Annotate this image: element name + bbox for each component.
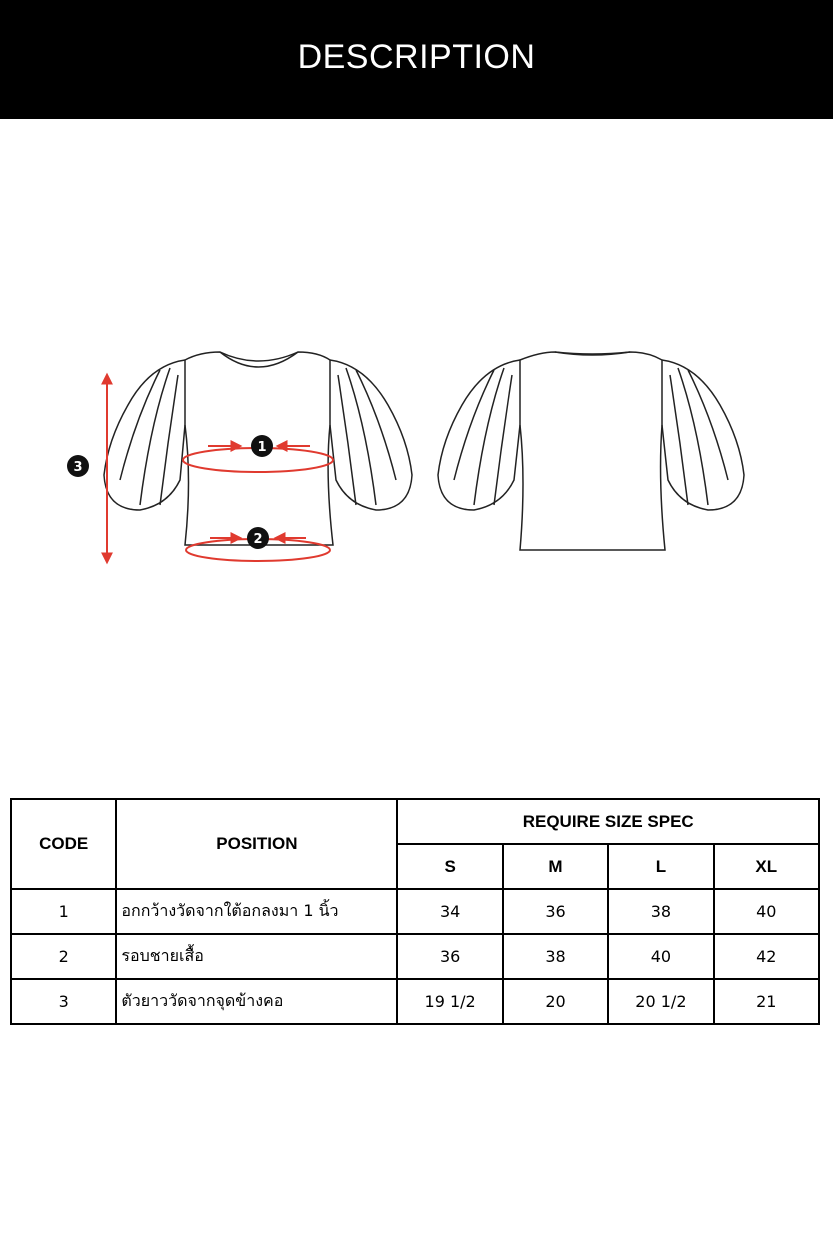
row-value-l: 40 bbox=[608, 934, 713, 979]
size-xl-header: XL bbox=[714, 844, 819, 889]
row-value-l: 38 bbox=[608, 889, 713, 934]
table-row bbox=[11, 889, 819, 934]
header-bar bbox=[0, 0, 833, 119]
chest-measurement-ellipse bbox=[183, 435, 333, 472]
marker-1-label: 1 bbox=[257, 440, 267, 455]
hem-measurement-ellipse bbox=[186, 527, 330, 561]
table-row bbox=[11, 934, 819, 979]
row-value-xl: 40 bbox=[714, 889, 819, 934]
row-code: 2 bbox=[11, 934, 116, 979]
back-view-garment bbox=[438, 352, 744, 550]
marker-2-label: 2 bbox=[253, 532, 263, 547]
row-code: 1 bbox=[11, 889, 116, 934]
row-value-l: 20 1/2 bbox=[608, 979, 713, 1024]
row-position: ตัวยาววัดจากจุดข้างคอ bbox=[116, 979, 397, 1024]
table-header-row bbox=[11, 799, 819, 844]
row-value-xl: 21 bbox=[714, 979, 819, 1024]
row-value-m: 20 bbox=[503, 979, 608, 1024]
code-header: CODE bbox=[11, 799, 116, 889]
size-l-header: L bbox=[608, 844, 713, 889]
row-value-s: 34 bbox=[397, 889, 502, 934]
size-spec-table bbox=[10, 798, 820, 1025]
size-spec-header: REQUIRE SIZE SPEC bbox=[397, 799, 819, 844]
length-measurement-arrow bbox=[67, 375, 107, 562]
row-value-s: 19 1/2 bbox=[397, 979, 502, 1024]
marker-3-label: 3 bbox=[73, 460, 83, 475]
size-m-header: M bbox=[503, 844, 608, 889]
row-value-m: 36 bbox=[503, 889, 608, 934]
row-position: รอบชายเสื้อ bbox=[116, 934, 397, 979]
table-row bbox=[11, 979, 819, 1024]
row-value-s: 36 bbox=[397, 934, 502, 979]
row-value-xl: 42 bbox=[714, 934, 819, 979]
row-position: อกกว้างวัดจากใต้อกลงมา 1 นิ้ว bbox=[116, 889, 397, 934]
row-code: 3 bbox=[11, 979, 116, 1024]
garment-measurement-diagram bbox=[0, 330, 833, 590]
row-value-m: 38 bbox=[503, 934, 608, 979]
position-header: POSITION bbox=[116, 799, 397, 889]
size-s-header: S bbox=[397, 844, 502, 889]
page-title: DESCRIPTION bbox=[297, 38, 536, 76]
